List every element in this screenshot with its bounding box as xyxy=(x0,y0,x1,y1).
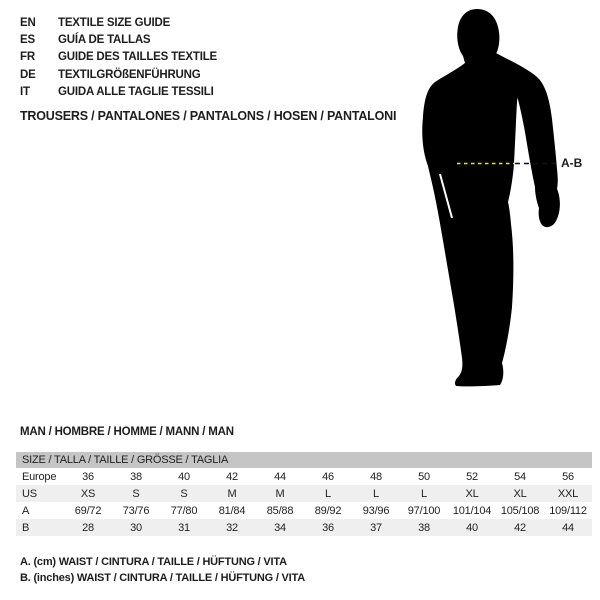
size-cell: 93/96 xyxy=(362,504,390,517)
language-row xyxy=(20,84,217,101)
language-list xyxy=(20,15,217,101)
size-cell: L xyxy=(325,487,331,500)
language-label: TEXTILE SIZE GUIDE xyxy=(58,17,171,29)
size-table-body xyxy=(16,468,592,536)
size-cell: 36 xyxy=(82,470,94,483)
size-cell: 44 xyxy=(274,470,286,483)
size-cell: 81/84 xyxy=(218,504,246,517)
size-table xyxy=(16,452,592,536)
size-cell: 38 xyxy=(130,470,142,483)
language-row xyxy=(20,32,217,49)
language-label: GUIDE DES TAILLES TEXTILE xyxy=(58,51,217,64)
size-cell: 40 xyxy=(466,521,478,534)
category-title: TROUSERS / PANTALONES / PANTALONS / HOSEN / PANTALONI xyxy=(20,109,397,123)
size-cell: 50 xyxy=(418,470,430,483)
size-cell: 69/72 xyxy=(74,504,102,517)
size-cell: 54 xyxy=(514,470,526,483)
row-label: B xyxy=(22,521,30,534)
size-cell: 37 xyxy=(370,521,382,534)
row-label: Europe xyxy=(22,470,57,483)
footnotes xyxy=(20,555,305,586)
size-cell: S xyxy=(132,487,140,500)
language-label: GUIDA ALLE TAGLIE TESSILI xyxy=(58,85,214,98)
language-row xyxy=(20,67,217,84)
size-cell: XL xyxy=(513,487,527,500)
size-cell: 105/108 xyxy=(500,504,540,517)
man-silhouette-figure xyxy=(400,5,600,390)
size-cell: 85/88 xyxy=(266,504,294,517)
size-cell: XXL xyxy=(557,487,579,500)
size-cell: 48 xyxy=(370,470,382,483)
row-label: A xyxy=(22,504,30,517)
size-table-header-row xyxy=(16,452,592,468)
size-cell: XL xyxy=(465,487,479,500)
man-silhouette-icon xyxy=(400,5,600,390)
size-cell: 28 xyxy=(82,521,94,534)
size-cell: S xyxy=(180,487,188,500)
size-cell: 36 xyxy=(322,521,334,534)
language-code: FR xyxy=(20,51,35,64)
size-cell: 34 xyxy=(274,521,286,534)
row-label: US xyxy=(22,487,37,500)
section-title-man: MAN / HOMBRE / HOMME / MANN / MAN xyxy=(20,426,234,438)
size-table-row xyxy=(16,485,592,502)
size-cell: 89/92 xyxy=(314,504,342,517)
size-cell: 101/104 xyxy=(452,504,492,517)
size-cell: 46 xyxy=(322,470,334,483)
size-cell: 32 xyxy=(226,521,238,534)
language-row xyxy=(20,15,217,32)
size-table-row xyxy=(16,502,592,519)
size-cell: 97/100 xyxy=(407,504,441,517)
size-cell: 52 xyxy=(466,470,478,483)
size-cell: 38 xyxy=(418,521,430,534)
size-cell: XS xyxy=(80,487,96,500)
footnote-a: A. (cm) WAIST / CINTURA / TAILLE / HÜFTUNG / VITA xyxy=(20,556,287,568)
language-code: EN xyxy=(20,17,36,29)
size-table-header: SIZE / TALLA / TAILLE / GRÖSSE / TAGLIA xyxy=(16,452,592,468)
size-cell: 30 xyxy=(130,521,142,534)
language-code: IT xyxy=(20,85,30,98)
size-cell: 73/76 xyxy=(122,504,150,517)
language-code: DE xyxy=(20,68,36,81)
size-cell: 40 xyxy=(178,470,190,483)
size-cell: 44 xyxy=(562,521,574,534)
size-table-row xyxy=(16,519,592,536)
measure-ab-label: A-B xyxy=(561,156,583,170)
size-cell: 109/112 xyxy=(549,504,587,517)
language-row xyxy=(20,49,217,66)
size-cell: L xyxy=(421,487,427,500)
size-cell: L xyxy=(373,487,379,500)
size-table-row xyxy=(16,468,592,485)
size-cell: 42 xyxy=(514,521,526,534)
size-cell: M xyxy=(275,487,285,500)
language-label: TEXTILGRÖßENFÜHRUNG xyxy=(58,68,201,81)
language-code: ES xyxy=(20,34,35,47)
size-cell: M xyxy=(227,487,237,500)
size-cell: 56 xyxy=(562,470,574,483)
language-label: GUÍA DE TALLAS xyxy=(58,34,151,47)
size-cell: 42 xyxy=(226,470,238,483)
size-cell: 77/80 xyxy=(170,504,198,517)
footnote-b: B. (inches) WAIST / CINTURA / TAILLE / HÜFTUNG / VITA xyxy=(20,571,305,584)
size-cell: 31 xyxy=(178,521,190,534)
